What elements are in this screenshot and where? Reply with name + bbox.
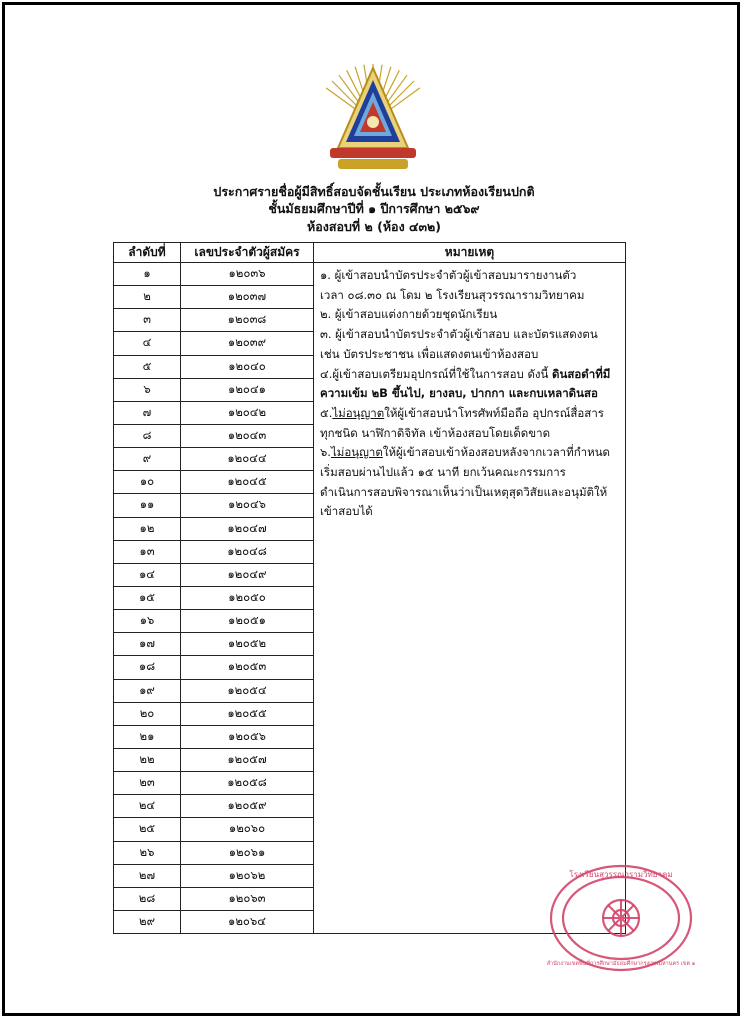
applicant-id: ๑๒๐๖๑: [181, 841, 314, 864]
applicant-id: ๑๒๐๕๘: [181, 772, 314, 795]
order-number: ๑๖: [114, 610, 181, 633]
order-number: ๑๔: [114, 563, 181, 586]
candidate-table: [113, 242, 626, 934]
order-number: ๒๓: [114, 772, 181, 795]
order-number: ๒๑: [114, 725, 181, 748]
applicant-id: ๑๒๐๔๙: [181, 563, 314, 586]
header-applicant-id: เลขประจำตัวผู้สมัคร: [181, 243, 314, 263]
order-number: ๑๘: [114, 656, 181, 679]
order-number: ๑๒: [114, 517, 181, 540]
order-number: ๒๒: [114, 748, 181, 771]
grade-year-subtitle: ชั้นมัธยมศึกษาปีที่ ๑ ปีการศึกษา ๒๕๖๙: [268, 201, 480, 216]
exam-room-subtitle: ห้องสอบที่ ๒ (ห้อง ๔๓๒): [307, 219, 441, 234]
applicant-id: ๑๒๐๔๓: [181, 424, 314, 447]
applicant-id: ๑๒๐๕๔: [181, 679, 314, 702]
applicant-id: ๑๒๐๔๑: [181, 378, 314, 401]
applicant-id: ๑๒๐๔๕: [181, 471, 314, 494]
remark-2: ๒. ผู้เข้าสอบแต่งกายด้วยชุดนักเรียน: [320, 307, 498, 322]
applicant-id: ๑๒๐๕๙: [181, 795, 314, 818]
applicant-id: ๑๒๐๕๕: [181, 702, 314, 725]
applicant-id: ๑๒๐๓๘: [181, 309, 314, 332]
order-number: ๒๗: [114, 864, 181, 887]
announcement-title: ประกาศรายชื่อผู้มีสิทธิ์สอบจัดชั้นเรียน ประเภทห้องเรียนปกติ: [213, 184, 535, 199]
applicant-id: ๑๒๐๔๘: [181, 540, 314, 563]
order-number: ๖: [114, 378, 181, 401]
order-number: ๒๐: [114, 702, 181, 725]
remark-6: ๖.ไม่อนุญาตให้ผู้เข้าสอบเข้าห้องสอบหลังจากเวลาที่กำหนด: [320, 445, 611, 460]
order-number: ๙: [114, 448, 181, 471]
order-number: ๗: [114, 401, 181, 424]
applicant-id: ๑๒๐๓๖: [181, 263, 314, 286]
order-number: ๒: [114, 286, 181, 309]
stamp-top-text: โรงเรียนสุวรรณารามวิทยาคม: [569, 870, 673, 879]
applicant-id: ๑๒๐๕๐: [181, 586, 314, 609]
order-number: ๒๖: [114, 841, 181, 864]
order-number: ๑๑: [114, 494, 181, 517]
applicant-id: ๑๒๐๓๗: [181, 286, 314, 309]
applicant-id: ๑๒๐๖๐: [181, 818, 314, 841]
official-seal-stamp-icon: [546, 862, 696, 974]
applicant-id: ๑๒๐๕๖: [181, 725, 314, 748]
order-number: ๒๕: [114, 818, 181, 841]
table-row: [114, 263, 626, 286]
header-remarks: หมายเหตุ: [314, 243, 626, 263]
order-number: ๑๕: [114, 586, 181, 609]
order-number: ๓: [114, 309, 181, 332]
order-number: ๕: [114, 355, 181, 378]
order-number: ๘: [114, 424, 181, 447]
remark-1: ๑. ผู้เข้าสอบนำบัตรประจำตัวผู้เข้าสอบมารายงานตัว: [320, 268, 577, 282]
applicant-id: ๑๒๐๔๖: [181, 494, 314, 517]
order-number: ๒๙: [114, 910, 181, 933]
applicant-id: ๑๒๐๖๒: [181, 864, 314, 887]
applicant-id: ๑๒๐๔๒: [181, 401, 314, 424]
applicant-id: ๑๒๐๓๙: [181, 332, 314, 355]
order-number: ๒๘: [114, 887, 181, 910]
remark-3: ๓. ผู้เข้าสอบนำบัตรประจำตัวผู้เข้าสอบ และบัตรแสดงตน: [320, 327, 598, 342]
applicant-id: ๑๒๐๕๓: [181, 656, 314, 679]
order-number: ๒๔: [114, 795, 181, 818]
applicant-id: ๑๒๐๖๓: [181, 887, 314, 910]
stamp-bottom-text: สำนักงานเขตพื้นที่การศึกษามัธยมศึกษากรุงเทพมหานคร เขต ๑: [546, 961, 696, 967]
applicant-id: ๑๒๐๕๗: [181, 748, 314, 771]
order-number: ๑๐: [114, 471, 181, 494]
order-number: ๑๓: [114, 540, 181, 563]
order-number: ๑๗: [114, 633, 181, 656]
order-number: ๑๙: [114, 679, 181, 702]
applicant-id: ๑๒๐๕๒: [181, 633, 314, 656]
header-order: ลำดับที่: [114, 243, 181, 263]
order-number: ๑: [114, 263, 181, 286]
remarks-cell: ๑. ผู้เข้าสอบนำบัตรประจำตัวผู้เข้าสอบมารายงานตัว เวลา ๐๘.๓๐ ณ โดม ๒ โรงเรียนสุวรรณารามวิทยาคม ๒. ผู้เข้าสอบแต่งกายด้วยชุดนักเรียน ๓. ผู้เข้าสอบนำบัตรประจำตัวผู้เข้าสอบ และบัตรแสดงตน เช่น บัตรประชาชน เพื่อแสดงตนเข้าห้องสอบ ๔.ผู้เข้าสอบเตรียมอุปกรณ์ที่ใช้ในการสอบ ดังนี้ ดินสอดำที่มี ความเข้ม ๒B ขึ้นไป, ยางลบ, ปากกา และกบเหลาดินสอ ๕.ไม่อนุญาตให้ผู้เข้าสอบนำโทรศัพท์มือถือ อุปกรณ์สื่อสาร ทุกชนิด นาฬิกาดิจิทัล เข้าห้องสอบโดยเด็ดขาด ๖.ไม่อนุญาตให้ผู้เข้าสอบเข้าห้องสอบหลังจากเวลาที่กำหนด เริ่มสอบผ่านไปแล้ว ๑๕ นาที ยกเว้นคณะกรรมการ ดำเนินการสอบพิจารณาเห็นว่าเป็นเหตุสุดวิสัยและอนุมัติให้ เข้าสอบได้: [314, 263, 626, 934]
applicant-id: ๑๒๐๔๔: [181, 448, 314, 471]
applicant-id: ๑๒๐๔๗: [181, 517, 314, 540]
applicant-id: ๑๒๐๖๔: [181, 910, 314, 933]
remark-5: ๕.ไม่อนุญาตให้ผู้เข้าสอบนำโทรศัพท์มือถือ อุปกรณ์สื่อสาร: [320, 405, 604, 420]
order-number: ๔: [114, 332, 181, 355]
remark-4: ๔.ผู้เข้าสอบเตรียมอุปกรณ์ที่ใช้ในการสอบ ดังนี้ ดินสอดำที่มี: [320, 366, 611, 381]
applicant-id: ๑๒๐๕๑: [181, 610, 314, 633]
table-header-row: [114, 243, 626, 263]
school-emblem-icon: [318, 62, 428, 177]
applicant-id: ๑๒๐๔๐: [181, 355, 314, 378]
